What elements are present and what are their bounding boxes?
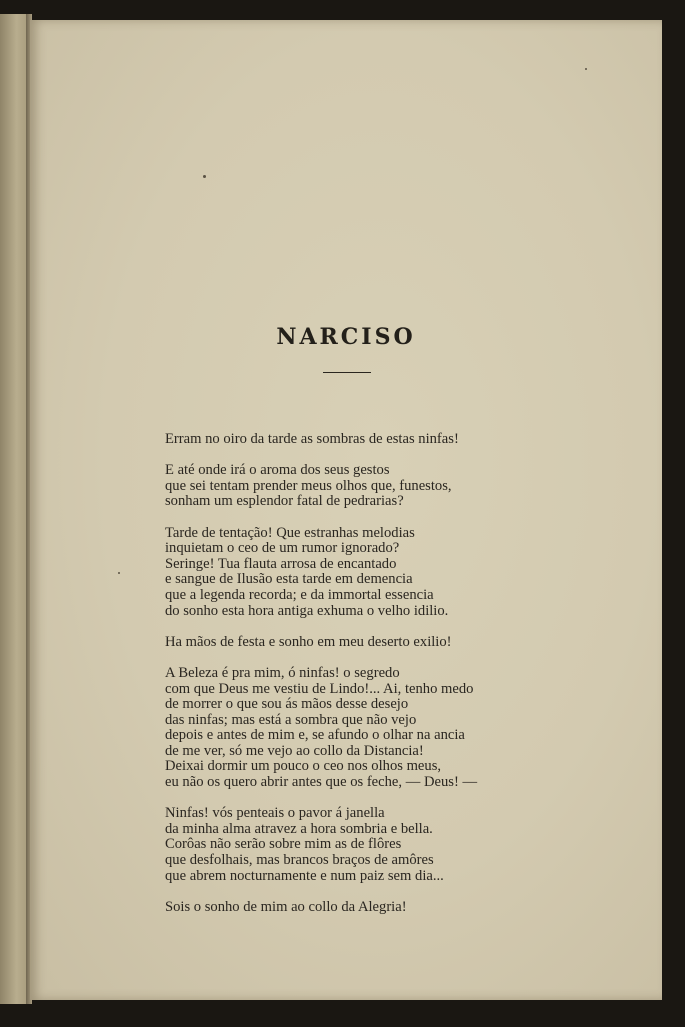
paper-speck (203, 175, 206, 178)
poem-line: Corôas não serão sobre mim as de flôres (165, 836, 402, 853)
poem-line: de me ver, só me vejo ao collo da Distancia! (165, 742, 424, 759)
poem-line: que a legenda recorda; e da immortal essencia (165, 586, 434, 603)
book-page (30, 20, 662, 1000)
poem-line: Ha mãos de festa e sonho em meu deserto exilio! (165, 633, 452, 650)
poem-line: Sois o sonho de mim ao collo da Alegria! (165, 898, 407, 915)
poem-line: inquietam o ceo de um rumor ignorado? (165, 540, 400, 557)
poem-title: NARCISO (276, 324, 416, 350)
poem-line: Tarde de tentação! Que estranhas melodias (165, 524, 415, 541)
poem-line: que desfolhais, mas brancos braços de amôres (165, 852, 434, 869)
paper-speck (585, 68, 587, 70)
poem-line: Erram no oiro da tarde as sombras de estas ninfas! (165, 431, 459, 447)
stanza (165, 806, 585, 884)
stanza (165, 635, 585, 651)
poem-line: do sonho esta hora antiga exhuma o velho idilio. (165, 602, 449, 619)
poem-line: de morrer o que sou ás mãos desse desejo (165, 696, 409, 713)
paper-speck (118, 572, 120, 574)
poem-line: que abrem nocturnamente e num paiz sem dia... (165, 867, 444, 884)
poem-line: A Beleza é pra mim, ó ninfas! o segredo (165, 664, 400, 681)
poem-line: que sei tentam prender meus olhos que, funestos, (165, 477, 452, 494)
stanza (165, 666, 585, 791)
stanza (165, 432, 585, 448)
poem-line: das ninfas; mas está a sombra que não vejo (165, 711, 417, 728)
poem-line: da minha alma atravez a hora sombria e bella. (165, 820, 433, 837)
stanza (165, 463, 585, 510)
stanza (165, 526, 585, 620)
poem-line: com que Deus me vestiu de Lindo!... Ai, tenho medo (165, 680, 474, 697)
poem-body (165, 432, 585, 931)
poem-line: sonham um esplendor fatal de pedrarias? (165, 493, 404, 510)
poem-line: E até onde irá o aroma dos seus gestos (165, 462, 390, 479)
poem-line: Seringe! Tua flauta arrosa de encantado (165, 555, 397, 572)
poem-line: depois e antes de mim e, se afundo o olhar na ancia (165, 727, 465, 744)
poem-line: eu não os quero abrir antes que os feche, — Deus! — (165, 774, 478, 791)
poem-line: Deixai dormir um pouco o ceo nos olhos meus, (165, 758, 442, 775)
stanza (165, 900, 585, 916)
poem-line: e sangue de Ilusão esta tarde em demencia (165, 571, 413, 588)
title-rule (323, 372, 371, 373)
poem-line: Ninfas! vós penteais o pavor á janella (165, 805, 385, 822)
